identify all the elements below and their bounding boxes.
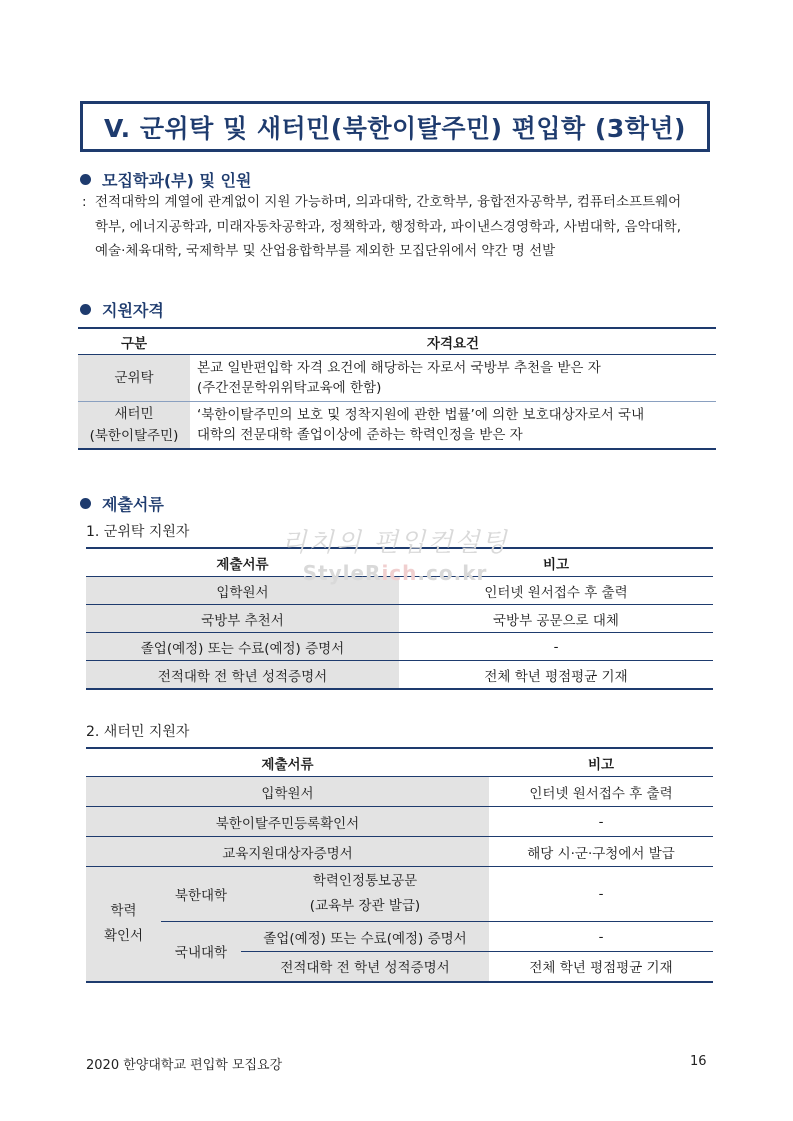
recruit-description: : 전적대학의 계열에 관계없이 지원 가능하며, 의과대학, 간호학부, 융합전자공학부, 컴퓨터소프트웨어 학부, 에너지공학과, 미래자동차공학과, 정책학과, 행정학과, 파이낸스경영학과, 사범대학, 음악대학, 예술·체육대학, 국제학부 및 산업융합학부를 제외한 모집단위에서 약간 명 선발 xyxy=(82,194,682,259)
page-number: 16 xyxy=(690,1054,707,1069)
remark-cell: - xyxy=(489,867,713,922)
table-row xyxy=(86,807,713,837)
col-header-requirement: 자격요건 xyxy=(190,328,716,355)
document-cell: 입학원서 xyxy=(86,577,399,605)
remark-cell: 전체 학년 평점평균 기재 xyxy=(484,668,628,685)
remark-cell: 전체 학년 평점평균 기재 xyxy=(529,960,673,977)
table-row xyxy=(86,577,713,605)
col-header-remarks: 비고 xyxy=(399,548,713,577)
document-cell: 학력인정통보공문 (교육부 장관 발급) xyxy=(241,867,489,922)
col-header-remarks: 비고 xyxy=(489,748,713,777)
row-label: 새터민 (북한이탈주민) xyxy=(78,402,190,450)
section-documents-heading: 제출서류 xyxy=(80,492,164,515)
remark-cell: - xyxy=(489,807,713,837)
col-header-documents: 제출서류 xyxy=(86,548,399,577)
document-cell: 국방부 추천서 xyxy=(86,605,399,633)
row-content: ‘북한이탈주민의 보호 및 정착지원에 관한 법률’에 의한 보호대상자로서 국내 대학의 전문대학 졸업이상에 준하는 학력인정을 받은 자 xyxy=(197,407,645,443)
row-label: 군위탁 xyxy=(78,355,190,402)
footer-text: 2020 한양대학교 편입학 모집요강 xyxy=(86,1058,283,1073)
domestic-university-label: 국내대학 xyxy=(161,922,241,982)
document-cell: 북한이탈주민등록확인서 xyxy=(86,807,489,837)
document-cell: 졸업(예정) 또는 수료(예정) 증명서 xyxy=(86,633,399,661)
document-cell: 졸업(예정) 또는 수료(예정) 증명서 xyxy=(241,922,489,952)
subsection-title: 2. 새터민 지원자 xyxy=(86,724,190,740)
bullet-icon xyxy=(80,174,91,185)
table-row xyxy=(78,355,716,402)
col-header-category: 구분 xyxy=(78,328,190,355)
table-row xyxy=(86,661,713,690)
document-cell: 전적대학 전 학년 성적증명서 xyxy=(86,661,399,690)
page-title: V. 군위탁 및 새터민(북한이탈주민) 편입학 (3학년) xyxy=(80,101,710,152)
remark-cell: 국방부 공문으로 대체 xyxy=(399,605,713,633)
education-certificate-group-label: 학력 확인서 xyxy=(86,867,161,982)
table-row xyxy=(86,633,713,661)
bullet-icon xyxy=(80,498,91,509)
table-row xyxy=(86,777,713,807)
section-recruit-heading: 모집학과(부) 및 인원 xyxy=(80,168,251,191)
documents-table-defector xyxy=(86,747,713,983)
subsection-title: 1. 군위탁 지원자 xyxy=(86,524,190,540)
document-cell: 입학원서 xyxy=(86,777,489,807)
remark-cell: 해당 시·군·구청에서 발급 xyxy=(489,837,713,867)
remark-cell: 인터넷 원서접수 후 출력 xyxy=(399,577,713,605)
table-row xyxy=(86,922,713,952)
table-row xyxy=(86,605,713,633)
table-row xyxy=(86,837,713,867)
row-content: 본교 일반편입학 자격 요건에 해당하는 자로서 국방부 추천을 받은 자 (주간전문학위위탁교육에 한함) xyxy=(190,355,716,402)
table-row xyxy=(86,867,713,922)
qualification-table xyxy=(78,327,716,450)
remark-cell: - xyxy=(489,922,713,952)
section-qualification-heading: 지원자격 xyxy=(80,298,164,321)
col-header-documents: 제출서류 xyxy=(86,748,489,777)
watermark: 리치의 편입컨설팅 StyleRich.co.kr xyxy=(281,528,509,585)
document-cell: 전적대학 전 학년 성적증명서 xyxy=(241,952,489,982)
documents-table-military xyxy=(86,547,713,690)
document-cell: 교육지원대상자증명서 xyxy=(86,837,489,867)
north-korea-university-label: 북한대학 xyxy=(161,867,241,922)
table-row xyxy=(78,402,716,450)
bullet-icon xyxy=(80,304,91,315)
remark-cell: - xyxy=(399,633,713,661)
remark-cell: 인터넷 원서접수 후 출력 xyxy=(489,777,713,807)
